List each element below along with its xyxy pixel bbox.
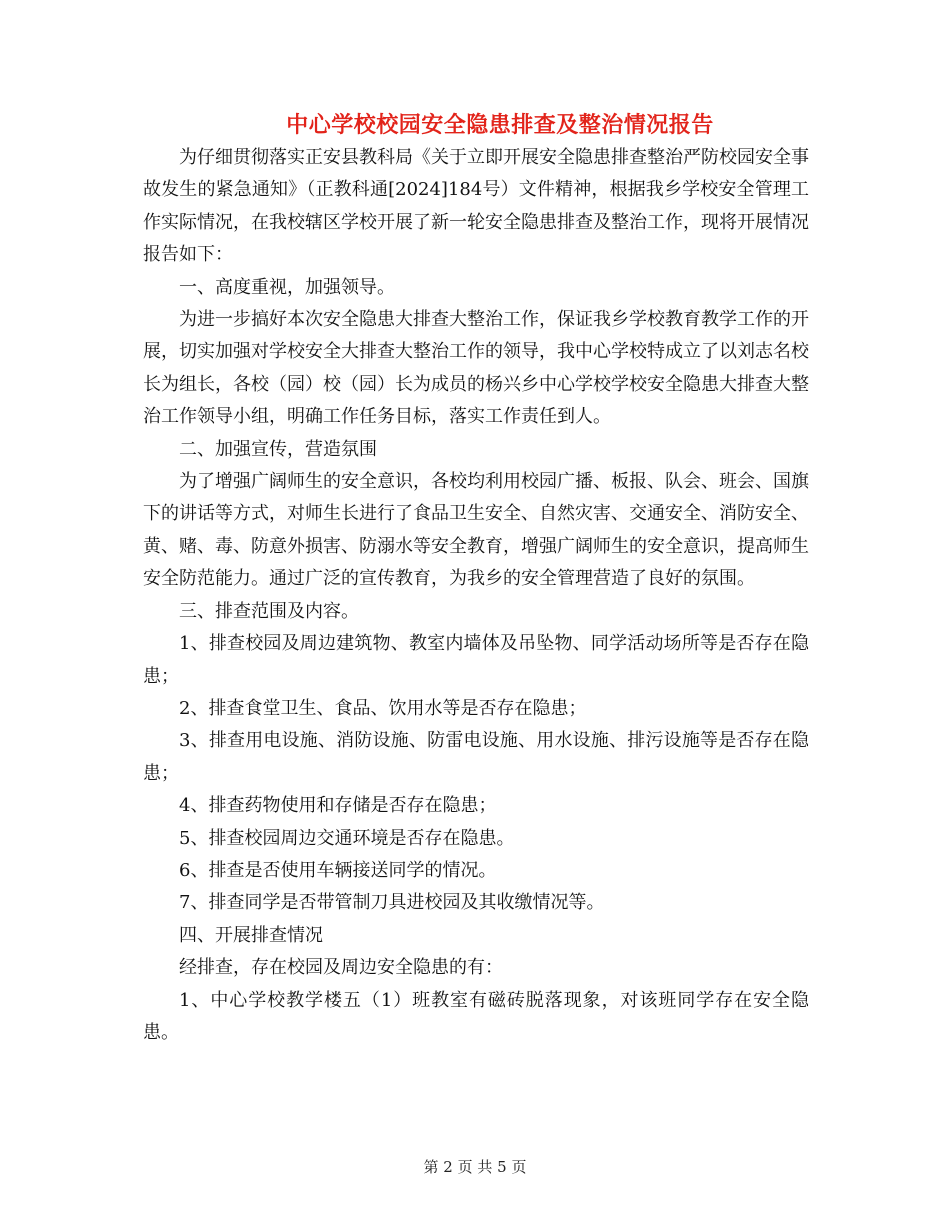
list-item-1: 1、排查校园及周边建筑物、教室内墙体及吊坠物、同学活动场所等是否存在隐患； <box>143 633 809 687</box>
paragraph-intro: 为仔细贯彻落实正安县教科局《关于立即开展安全隐患排查整治严防校园安全事故发生的紧急通知》（正教科通[2024]184号）文件精神，根据我乡学校安全管理工作实际情况，在我校辖区学校开展了新一轮安全隐患排查及整治工作，现将开展情况报告如下： <box>143 147 809 266</box>
finding-item-1: 1、中心学校教学楼五（1）班教室有磁砖脱落现象，对该班同学存在安全隐患。 <box>143 989 809 1043</box>
list-item-6: 6、排查是否使用车辆接送同学的情况。 <box>179 859 497 881</box>
section-heading-1: 一、高度重视，加强领导。 <box>179 276 395 298</box>
document-title: 中心学校校园安全隐患排查及整治情况报告 <box>286 112 714 138</box>
list-item-2: 2、排查食堂卫生、食品、饮用水等是否存在隐患； <box>179 697 587 719</box>
section-heading-4: 四、开展排查情况 <box>179 924 323 946</box>
section-heading-2: 二、加强宣传，营造氛围 <box>179 438 377 460</box>
list-item-3: 3、排查用电设施、消防设施、防雷电设施、用水设施、排污设施等是否存在隐患； <box>143 730 809 784</box>
page-number: 第 2 页 共 5 页 <box>423 1158 527 1176</box>
list-item-5: 5、排查校园周边交通环境是否存在隐患。 <box>179 827 515 849</box>
list-item-4: 4、排查药物使用和存储是否存在隐患； <box>179 795 497 817</box>
section-heading-3: 三、排查范围及内容。 <box>179 600 359 622</box>
list-item-7: 7、排查同学是否带管制刀具进校园及其收缴情况等。 <box>179 892 605 914</box>
paragraph-publicity: 为了增强广阔师生的安全意识，各校均利用校园广播、板报、队会、班会、国旗下的讲话等方式，对师生长进行了食品卫生安全、自然灾害、交通安全、消防安全、黄、赌、毒、防意外损害、防溺水等安全教育，增强广阔师生的安全意识，提高师生安全防范能力。通过广泛的宣传教育，为我乡的安全管理营造了良好的氛围。 <box>143 471 809 590</box>
document-body <box>143 142 809 1049</box>
paragraph-leadership: 为进一步搞好本次安全隐患大排查大整治工作，保证我乡学校教育教学工作的开展，切实加强对学校安全大排查大整治工作的领导，我中心学校特成立了以刘志名校长为组长，各校（园）校（园）长为成员的杨兴乡中心学校学校安全隐患大排查大整治工作领导小组，明确工作任务目标，落实工作责任到人。 <box>143 309 809 428</box>
paragraph-findings: 经排查，存在校园及周边安全隐患的有： <box>179 957 503 979</box>
